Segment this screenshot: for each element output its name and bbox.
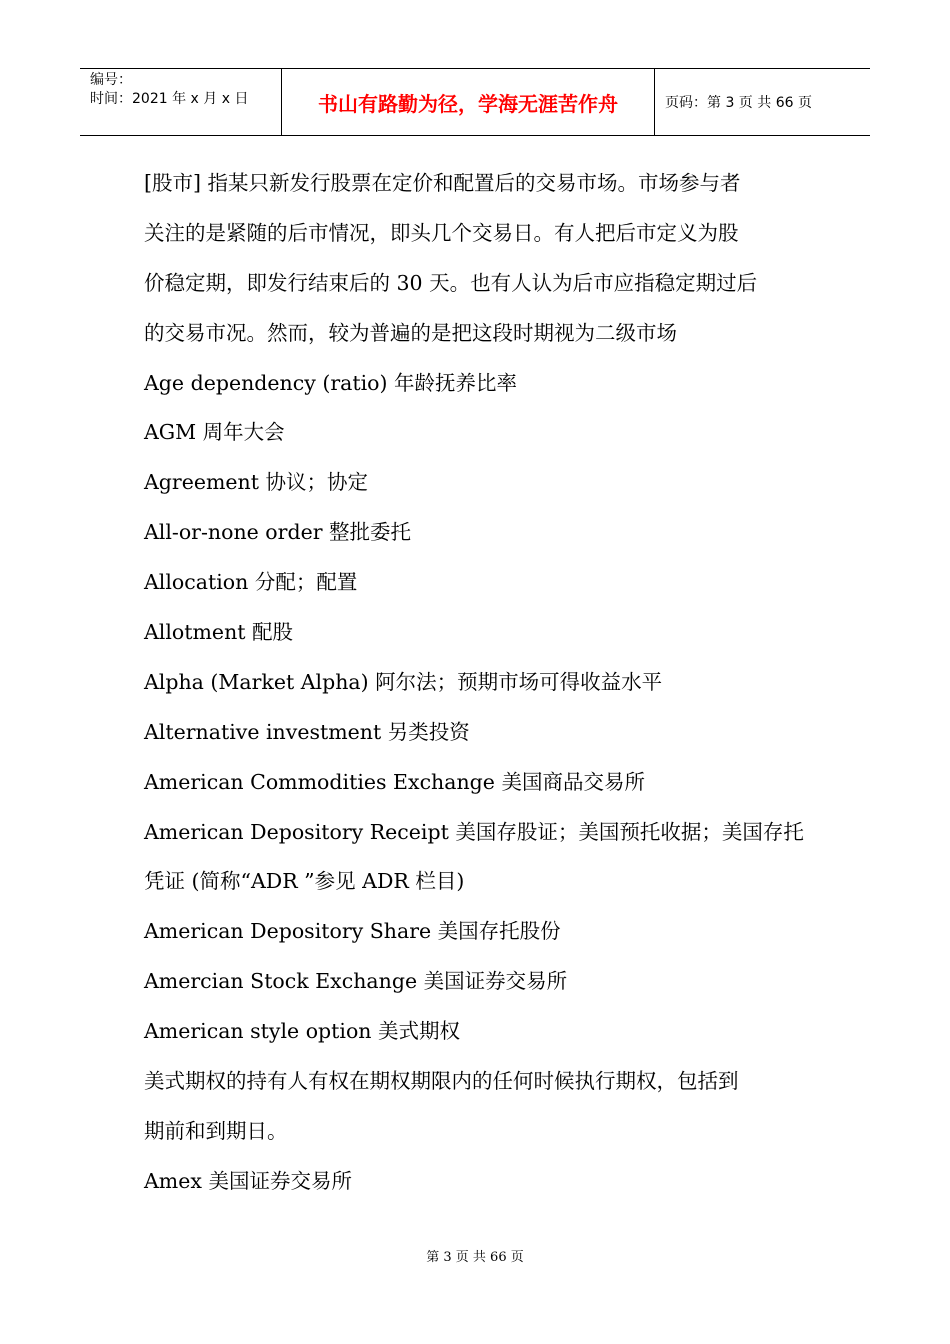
glossary-entry: American Depository Share 美国存托股份 <box>144 919 561 944</box>
glossary-entry: Allotment 配股 <box>144 620 294 645</box>
document-body <box>144 158 824 1206</box>
header-meta <box>80 69 282 135</box>
glossary-entry: Amercian Stock Exchange 美国证券交易所 <box>144 969 568 994</box>
glossary-entry: Agreement 协议；协定 <box>144 470 369 495</box>
glossary-entry: Alternative investment 另类投资 <box>144 719 470 744</box>
body-line: 美式期权的持有人有权在期权期限内的任何时候执行期权，包括到 <box>144 1069 739 1094</box>
glossary-entry: American Commodities Exchange 美国商品交易所 <box>144 769 645 794</box>
header-motto: 书山有路勤为径，学海无涯苦作舟 <box>282 69 655 135</box>
serial-label: 编号： <box>90 72 132 88</box>
glossary-entry: Age dependency (ratio) 年龄抚养比率 <box>144 370 517 395</box>
page-footer: 第 3 页 共 66 页 <box>426 1250 524 1265</box>
page-header <box>80 68 870 136</box>
date-label: 时间：2021 年 x 月 x 日 <box>90 91 249 107</box>
body-line: 期前和到期日。 <box>144 1118 288 1143</box>
body-line: 关注的是紧随的后市情况，即头几个交易日。有人把后市定义为股 <box>144 220 739 245</box>
glossary-entry: American style option 美式期权 <box>144 1019 461 1044</box>
glossary-entry: Amex 美国证券交易所 <box>144 1168 352 1193</box>
glossary-entry: All-or-none order 整批委托 <box>144 520 412 545</box>
body-line: 价稳定期，即发行结束后的 30 天。也有人认为后市应指稳定期过后 <box>144 270 758 295</box>
glossary-entry: American Depository Receipt 美国存股证；美国预托收据；美国存托 <box>144 819 804 844</box>
body-line: 的交易市况。然而，较为普遍的是把这段时期视为二级市场 <box>144 320 677 345</box>
glossary-entry: Alpha (Market Alpha) 阿尔法；预期市场可得收益水平 <box>144 669 663 694</box>
glossary-entry: Allocation 分配；配置 <box>144 570 358 595</box>
header-page-info: 页码：第 3 页 共 66 页 <box>665 95 812 111</box>
glossary-entry: 凭证 (简称“ADR ”参见 ADR 栏目) <box>144 869 465 894</box>
body-line: [股市] 指某只新发行股票在定价和配置后的交易市场。市场参与者 <box>144 171 741 195</box>
glossary-entry: AGM 周年大会 <box>144 420 285 445</box>
